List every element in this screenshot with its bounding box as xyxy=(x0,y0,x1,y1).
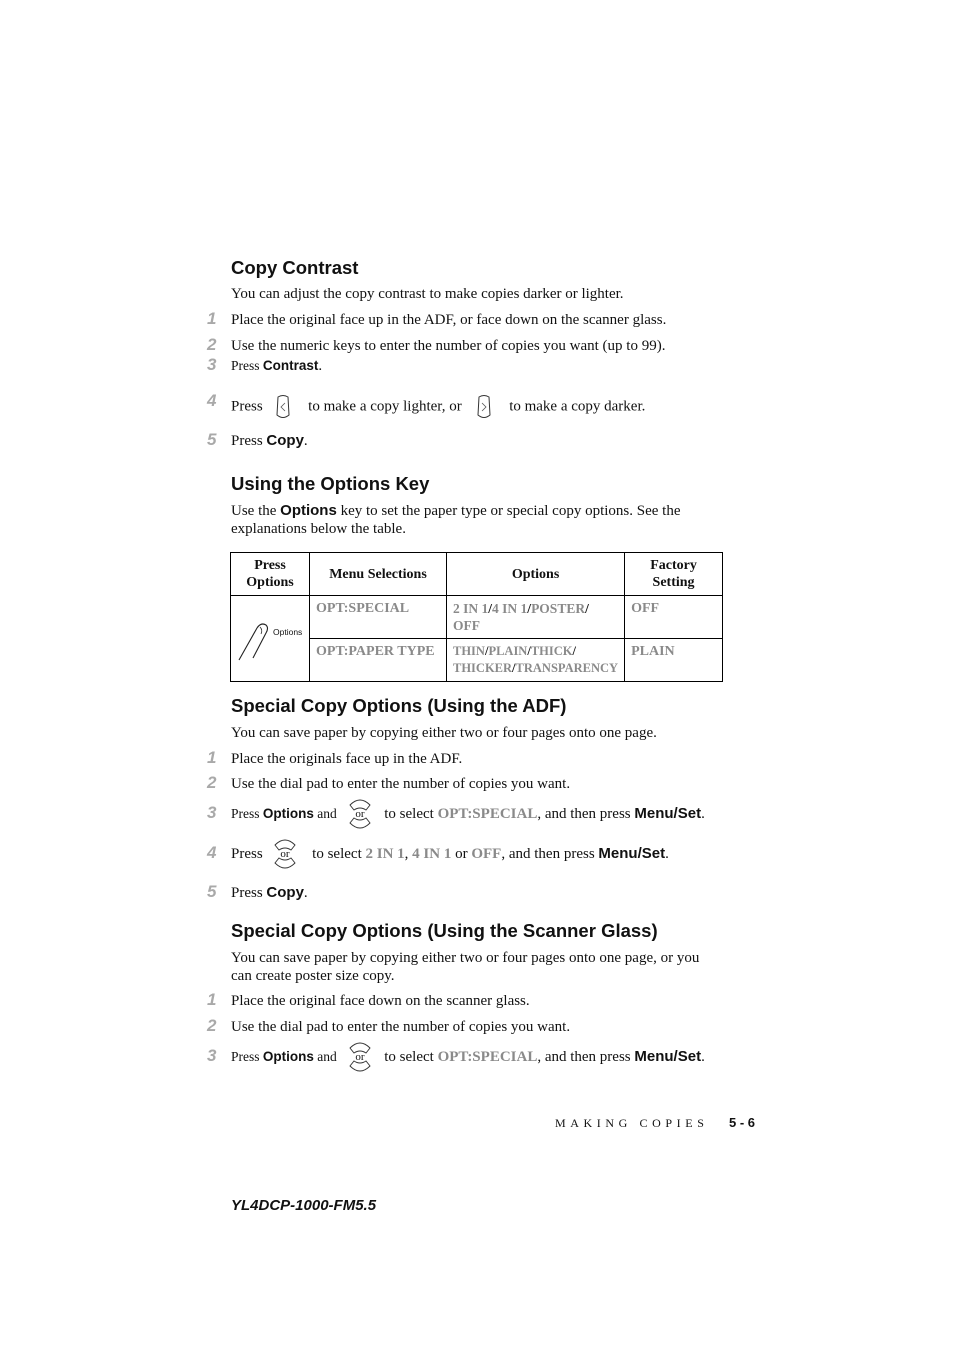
svg-text:or: or xyxy=(354,807,365,820)
contrast-step-3: Press Contrast. xyxy=(231,358,323,374)
step-number: 3 xyxy=(207,803,217,822)
step-number: 1 xyxy=(207,990,217,1009)
section-title-options-key: Using the Options Key xyxy=(231,473,430,494)
step-number: 5 xyxy=(207,882,217,901)
section-title-copy-contrast: Copy Contrast xyxy=(231,257,359,278)
step-number: 2 xyxy=(207,773,217,792)
options-key-text: Options xyxy=(273,627,303,637)
step-number: 2 xyxy=(207,1016,217,1035)
table-header-row xyxy=(231,553,723,596)
step-number: 5 xyxy=(207,430,217,449)
factory-cell: PLAIN xyxy=(625,639,723,682)
contrast-step-2: Use the numeric keys to enter the number of copies you want (up to 99). xyxy=(231,338,666,354)
options-cell: THIN/PLAIN/THICK/ THICKER/TRANSPARENCY xyxy=(447,639,625,682)
left-arrow-key-icon xyxy=(274,393,292,421)
up-down-key-icon xyxy=(347,1039,373,1075)
step-number: 4 xyxy=(207,391,217,410)
options-key-cell xyxy=(231,596,310,682)
special-glass-intro: You can save paper by copying either two or four pages onto one page, or you can create poster size copy. xyxy=(231,950,700,984)
section-title-special-adf: Special Copy Options (Using the ADF) xyxy=(231,695,567,716)
up-down-key-icon xyxy=(347,796,373,832)
special-adf-intro: You can save paper by copying either two or four pages onto one page. xyxy=(231,725,657,741)
step-number: 3 xyxy=(207,1046,217,1065)
step-number: 3 xyxy=(207,355,217,374)
contrast-step-4: Press to make a copy lighter, or to make a copy darker. xyxy=(231,393,645,421)
svg-text:or: or xyxy=(280,847,291,860)
adf-step-2: Use the dial pad to enter the number of copies you want. xyxy=(231,776,571,792)
menu-cell: OPT:SPECIAL xyxy=(310,596,447,639)
glass-step-3: Press Options and or to select OPT:SPECIAL, and then press Menu/Set. xyxy=(231,1048,705,1067)
model-code: YL4DCP-1000-FM5.5 xyxy=(231,1197,377,1214)
adf-step-3: Press Options and or to select OPT:SPECIAL, and then press Menu/Set. xyxy=(231,805,705,824)
contrast-step-1: Place the original face up in the ADF, or face down on the scanner glass. xyxy=(231,312,667,328)
page-number: 5 - 6 xyxy=(729,1115,756,1130)
contrast-step-5: Press Copy. xyxy=(231,432,308,449)
glass-step-1: Place the original face down on the scanner glass. xyxy=(231,993,530,1009)
contrast-key-label: Contrast xyxy=(262,358,319,373)
factory-cell: OFF xyxy=(625,596,723,639)
options-key-label: Options xyxy=(280,502,337,519)
svg-text:or: or xyxy=(354,1050,365,1063)
step-number: 1 xyxy=(207,748,217,767)
table-row xyxy=(231,596,723,639)
options-key-intro: Use the Options key to set the paper type or special copy options. See the explanations below the table. xyxy=(231,502,681,537)
header-menu-selections: Menu Selections xyxy=(310,553,447,596)
adf-step-1: Place the originals face up in the ADF. xyxy=(231,751,463,767)
finger-press-options-icon xyxy=(231,606,309,666)
step-number: 4 xyxy=(207,843,217,862)
options-table xyxy=(230,552,723,682)
header-options: Options xyxy=(447,553,625,596)
adf-step-4: Press or to select 2 IN 1, 4 IN 1 or OFF, and then press Menu/Set. xyxy=(231,845,669,864)
menu-cell: OPT:PAPER TYPE xyxy=(310,639,447,682)
right-arrow-key-icon xyxy=(475,393,493,421)
step-number: 2 xyxy=(207,335,217,354)
header-factory-setting: Factory Setting xyxy=(625,553,723,596)
glass-step-2: Use the dial pad to enter the number of copies you want. xyxy=(231,1019,571,1035)
header-press-options: Press Options xyxy=(231,553,310,596)
adf-step-5: Press Copy. xyxy=(231,884,308,901)
section-title-special-scanner-glass: Special Copy Options (Using the Scanner Glass) xyxy=(231,920,658,941)
copy-contrast-intro: You can adjust the copy contrast to make copies darker or lighter. xyxy=(231,286,624,302)
step-number: 1 xyxy=(207,309,217,328)
copy-key-label: Copy xyxy=(266,432,304,449)
footer-section-title: MAKING COPIES xyxy=(555,1116,709,1130)
options-cell: 2 IN 1/4 IN 1/POSTER/ OFF xyxy=(447,596,625,639)
up-down-key-icon xyxy=(272,836,298,872)
